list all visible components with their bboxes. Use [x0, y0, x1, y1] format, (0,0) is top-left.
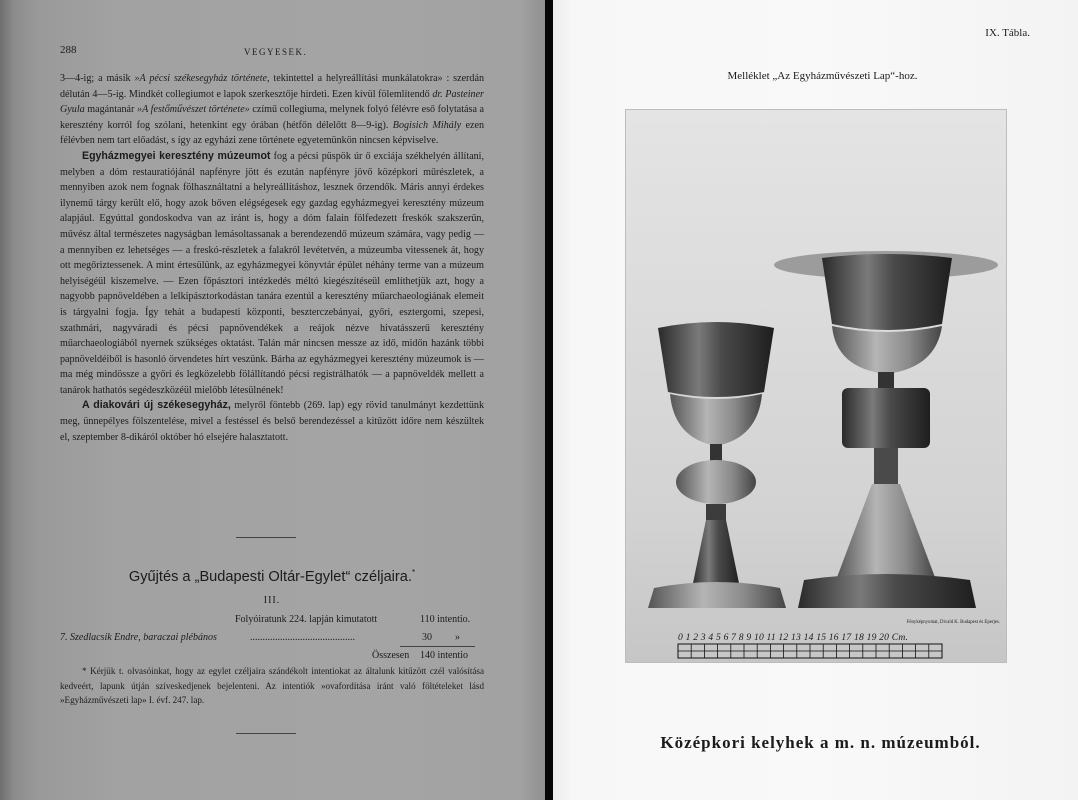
right-chalice-upper-stem: [878, 372, 894, 388]
paragraph-diakovar: A diakovári új székesegyház, melyről föntebb (269. lap) egy rövid tanulmányt kezdettünk meg, ünnepélyes fölszentelése, mivel a festéssel és belső berendezéssel a kitűzött időre nem készültek el, szeptember 8-dikáról október hó elsejére halasztatott.: [60, 399, 484, 443]
ledger-total-amount: 140 intentio: [420, 650, 469, 661]
book-gutter: [545, 0, 553, 800]
scale-ticks: [678, 644, 942, 658]
footnote: * Kérjük t. olvasóinkat, hogy az egylet czéljaira szándékolt intentiokat az általunk kitűzött czél valósítása kedveért, lapunk útján szíveskedjenek bejelenteni. Az intentiók »ovafordítása iránt való föltételeket lásd »Egyházművészeti lap» I. évf. 247. lap.: [60, 666, 484, 706]
ledger-carry-amount: 110 intentio.: [420, 614, 471, 625]
left-chalice-base: [648, 582, 786, 608]
section-divider: [236, 537, 296, 538]
plate-caption: Középkori kelyhek a m. n. múzeumból.: [660, 733, 981, 752]
ledger-total-label: Összesen: [372, 650, 410, 661]
supplement-line: Melléklet „Az Egyházművészeti Lap“-hoz.: [727, 70, 918, 82]
section-number: III.: [263, 595, 281, 606]
chalice-photograph: [625, 109, 1007, 663]
paragraph-lectures: 3—4-ig; a másik »A pécsi székesegyház története, tekintettel a helyreállítási munkálatokra» : szerdán délután 4—5-ig. Mindkét collegiumot e lapok szerkesztője hirdeti. Ezen kívül fölemlítendő dr. Pasteiner Gyula magántanár »A festőművészet története» czímű collegiuma, melynek folyó félévre eső folytatása a keresztény korról fog szólani, hetenkint egy órában (hétfőn délelőtt 8—9-ig). Bogisich Mihály ezen félévben nem tart előadást, s így az egyházi zene története egyetemünkön nincsen képviselve.: [60, 73, 485, 147]
right-page: [553, 0, 1078, 800]
paragraph-museum: Egyházmegyei keresztény múzeumot fog a pécsi püspök úr ő exciája székhelyén állítani, melyben a dóm restauratiójánál napfényre jött és ezután napfényre jövő középkori műrészletek, a mennyiben azok nem fognak fölhasználtatni a helyreállításhoz, lesznek őrzendők. Máris annyi érdekes ilynemű tárgy került elő, hogy azok bőven elégségesek egy gazdag egyházmegyei keresztény múzeum alapjául. Egyúttal gondoskodva van az iránt is, hogy a dóm falain fölfedezett freskók szakszerűn, művész által természetes nagyságban lemásoltassanak a berendezendő múzeum számára, vagy pedig — a mennyiben ez lehetséges — a freskó-részletek a falakról levétetvén, a múzeumba vitessenek át, hogy ott megőriztessenek. A mint értesülünk, az egyházmegyei könyvtár épület néhány terme van a múzeum helyiségéül kiszemelve. — Ezen főpásztori intézkedés méltó kiegészítéseül említhetjük azt, hogy a nagyobb papnöveldében a lelkipásztorkodástan tanára ezentúl a keresztény műarchaeologiának elemeit is tárgyalni fogja. Így tehát a budapesti központi, beszterczebányai, győri, esztergomi, szepesi, szathmári, nagyváradi és pécsi papnövendékek a reájok nézve hivatásszerű keresztény műarchaeologiából nyernek szükséges oktatást. Talán már nincsen messze az idő, midőn hazánk többi papnöveldéiből is hasonló örvendetes hírt veszünk. Bárha az egyházmegyei keresztény múzeumok is — ma még mindössze a győri és legközelebb fölállítandó pécsi registrálhatók — a papnöveldék mellett a tanárok hathatós segédeszközéül mielőbb létesülnének!: [60, 149, 484, 396]
ledger-sum-rule: [400, 646, 475, 647]
ledger-entry-amount: 30: [422, 632, 432, 643]
footnote-divider: [236, 733, 296, 734]
section-title: Gyűjtés a „Budapesti Oltár-Egylet“ czéljaira.*: [128, 568, 416, 585]
scale-numbers: 0 1 2 3 4 5 6 7 8 9 10 11 12 13 14 15 16 17 18 19 20 Cm.: [678, 632, 909, 643]
photo-credit: Fényképnyomat, Divald K. Budapest és Eperjes.: [906, 620, 1000, 625]
article-body: [60, 71, 484, 445]
left-chalice-upper-stem: [710, 444, 722, 462]
plate-number: IX. Tábla.: [985, 27, 1030, 39]
right-chalice-cup: [822, 254, 952, 330]
ledger-entry-mark: »: [455, 632, 460, 643]
page-number: 288: [60, 44, 77, 56]
right-chalice-lower-stem: [874, 448, 898, 484]
right-chalice-tabernacle-knop: [842, 388, 930, 448]
chalices-illustration: [626, 110, 1006, 662]
running-head: VEGYESEK.: [244, 47, 308, 57]
left-chalice-knop: [676, 460, 756, 504]
ledger-carry-label: Folyóiratunk 224. lapján kimutatott: [235, 614, 378, 625]
ledger-entry-label: 7. Szedlacsik Endre, baraczai plébános: [60, 632, 217, 643]
ledger-entry-dots: ..........................................: [250, 632, 355, 643]
left-chalice-cup: [658, 322, 774, 397]
right-chalice-base: [798, 574, 976, 608]
left-chalice-lower-stem: [706, 504, 726, 520]
